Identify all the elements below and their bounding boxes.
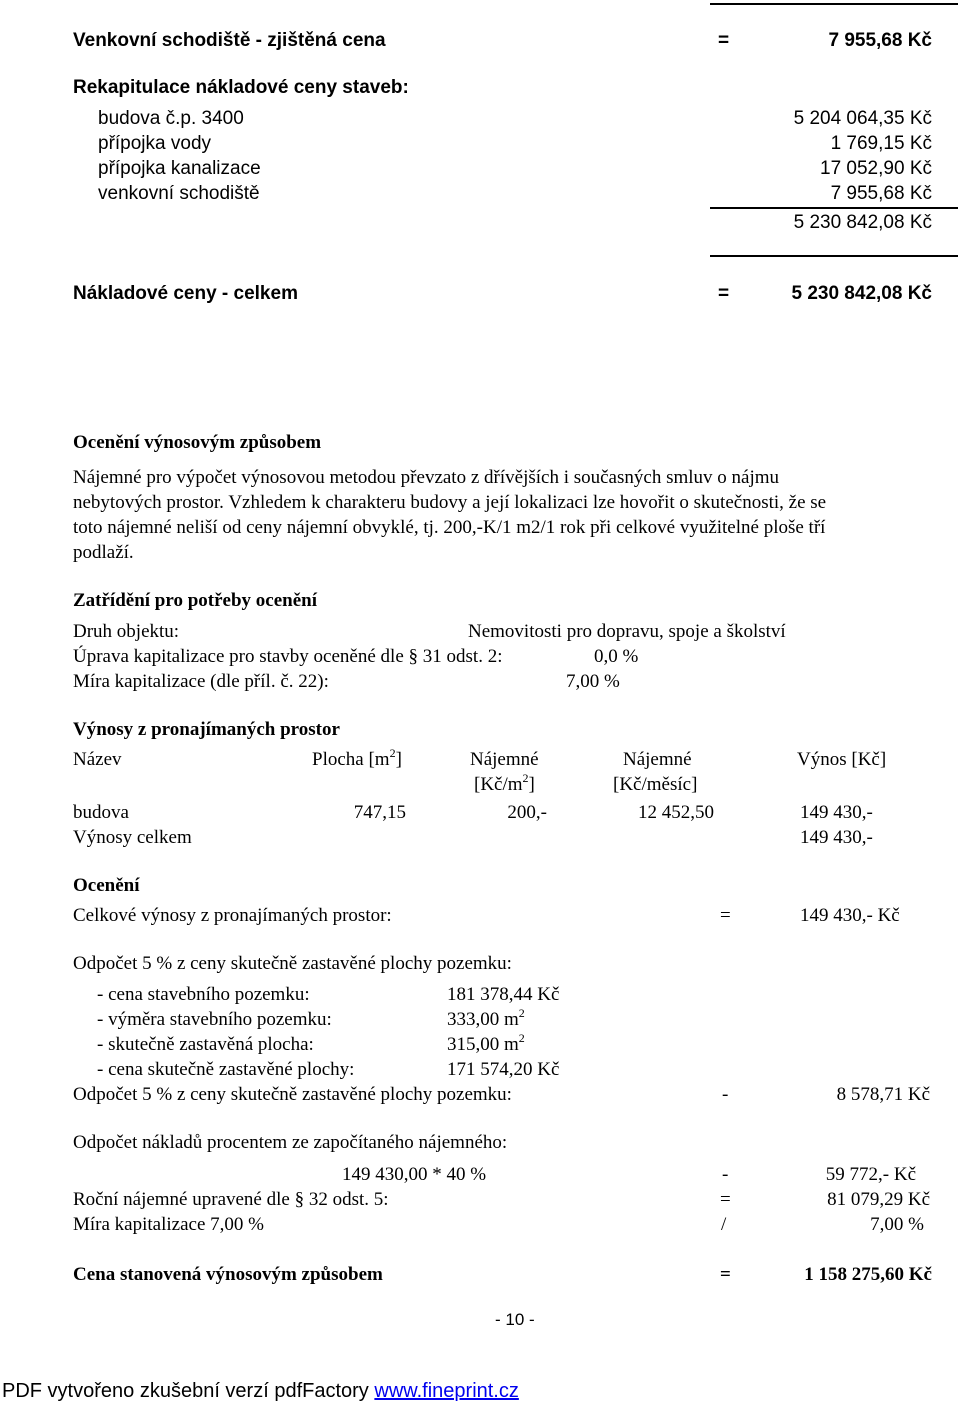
deduction-item-label: - výměra stavebního pozemku: [97,1009,332,1030]
deduction-item-value: 171 574,20 Kč [447,1059,560,1080]
rate-label: Míra kapitalizace 7,00 % [73,1214,264,1235]
total-value: 5 230 842,08 Kč [791,283,932,304]
cap-rate-value: 7,00 % [566,671,620,692]
annual-rent-value: 81 079,29 Kč [827,1189,930,1210]
income-heading: Ocenění výnosovým způsobem [73,432,322,453]
recap-item-value: 7 955,68 Kč [830,183,932,204]
total-income-value: 149 430,- Kč [800,905,900,926]
stairs-price-value: 7 955,68 Kč [828,30,932,51]
cap-rate-label: Míra kapitalizace (dle příl. č. 22): [73,671,329,692]
valuation-heading: Ocenění [73,875,140,896]
total-eq: = [718,283,730,304]
income-paragraph-line: Nájemné pro výpočet výnosovou metodou převzato z dřívějších i současných smluv o nájmu [73,467,780,488]
cost-value: 59 772,- Kč [825,1164,916,1185]
adjustment-value: 0,0 % [594,646,639,667]
table-row-area: 747,15 [353,802,406,823]
recap-sum-rule [710,207,958,209]
recap-item-value: 1 769,15 Kč [830,133,932,154]
cost-formula: 149 430,00 * 40 % [342,1164,487,1185]
adjustment-ref: 31 odst. 2: [422,646,503,667]
annual-rent-label-text: Roční nájemné upravené dle [73,1189,290,1210]
recap-item-value: 17 052,90 Kč [820,158,932,179]
col-header-area: Plocha $[m^2]$ [312,745,402,770]
classification-heading: Zatřídění pro potřeby ocenění [73,590,318,611]
deduction-op: - [722,1084,729,1105]
income-paragraph-line: podlaží. [73,542,134,563]
annual-rent-op: = [720,1189,731,1210]
table-row-yield: 149 430,- [800,802,873,823]
table-row-rent-month: 12 452,50 [638,802,714,823]
rate-value: 7,00 % [870,1214,924,1235]
page-number: - 10 - [495,1310,535,1329]
pdf-footer [2,1379,519,1403]
col-header-name: Název [73,749,122,770]
recap-item-label: přípojka kanalizace [98,158,261,179]
income-paragraph-line: toto nájemné neliší od ceny nájemní obvyklé, tj. 200,-K/1 m2/1 rok při celkové využitelné ploše tří [73,517,826,538]
recap-item-label: budova č.p. 3400 [98,108,244,129]
section-sign: § [294,1189,305,1210]
final-label: Cena stanovená výnosovým způsobem [73,1264,383,1285]
total-rule [710,255,958,257]
income-paragraph-line: nebytových prostor. Vzhledem k charakteru budovy a její lokalizaci lze hovořit o skutečnosti, že se [73,492,827,513]
col-header-rent-m2-unit: $[Kč/m^2]$ [474,770,535,795]
col-header-rent-m2: Nájemné [470,749,539,770]
deduction-item-value: 333,00 $m^2$ [447,1005,525,1030]
deduction-item-label: - cena stavebního pozemku: [97,984,310,1005]
deduction-item-value: 315,00 $m^2$ [447,1030,525,1055]
rate-op: / [721,1214,727,1235]
footer-link[interactable]: www.fineprint.cz [374,1380,519,1402]
deduction-label: Odpočet 5 % z ceny skutečně zastavěné plochy pozemku: [73,1084,512,1105]
deduction-item-value: 181 378,44 Kč [447,984,560,1005]
annual-rent-ref: 32 odst. 5: [308,1189,389,1210]
recap-item-label: venkovní schodiště [98,183,260,204]
deduction-value: 8 578,71 Kč [836,1084,930,1105]
annual-rent-label [73,1189,389,1211]
table-total-label: Výnosy celkem [73,827,192,848]
adjustment-label [73,646,502,668]
recap-subtotal: 5 230 842,08 Kč [793,212,932,233]
final-value: 1 158 275,60 Kč [804,1264,932,1285]
col-header-yield: Výnos [Kč] [797,749,887,770]
object-type-value: Nemovitosti pro dopravu, spoje a školství [468,621,786,642]
deduction-heading: Odpočet 5 % z ceny skutečně zastavěné plochy pozemku: [73,953,512,974]
object-type-label: Druh objektu: [73,621,180,642]
table-row-rent-m2: 200,- [507,802,547,823]
section-sign: § [408,646,419,667]
deduction-item-label: - skutečně zastavěná plocha: [97,1034,314,1055]
table-total-value: 149 430,- [800,827,873,848]
total-income-eq: = [720,905,731,926]
recap-item-label: přípojka vody [98,133,212,154]
total-income-label: Celkové výnosy z pronajímaných prostor: [73,905,392,926]
final-op: = [720,1264,731,1285]
stairs-price-eq: = [718,30,730,51]
col-header-rent-month-unit: [Kč/měsíc] [613,774,698,795]
total-label: Nákladové ceny - celkem [73,283,298,304]
footer-text: PDF vytvořeno zkušební verzí pdfFactory [2,1380,375,1402]
recap-heading: Rekapitulace nákladové ceny staveb: [73,77,409,98]
cost-op: - [722,1164,729,1185]
stairs-price-label: Venkovní schodiště - zjištěná cena [73,30,386,51]
col-header-rent-month: Nájemné [623,749,692,770]
recap-item-value: 5 204 064,35 Kč [793,108,932,129]
table-row-name: budova [73,802,129,823]
rent-table-heading: Výnosy z pronajímaných prostor [73,719,340,740]
top-rule [710,3,958,5]
adjustment-label-text: Úprava kapitalizace pro stavby oceněné dle [73,646,404,667]
deduction-item-label: - cena skutečně zastavěné plochy: [97,1059,355,1080]
cost-heading: Odpočet nákladů procentem ze započítaného nájemného: [73,1132,508,1153]
